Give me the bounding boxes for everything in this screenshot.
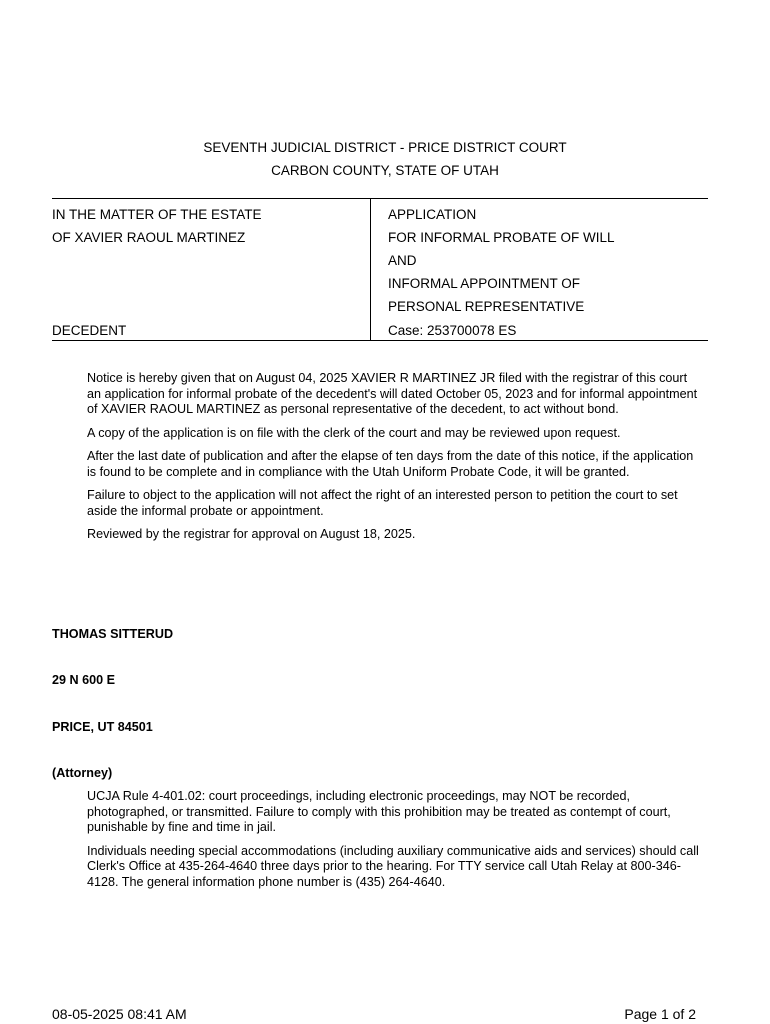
notice-paragraph: Failure to object to the application will not affect the right of an interested person to petition the court to set aside the informal probate or appointment. xyxy=(87,488,678,518)
attorney-street: 29 N 600 E xyxy=(52,673,116,687)
caption-left xyxy=(52,199,371,340)
county-name: CARBON COUNTY, STATE OF UTAH xyxy=(271,163,499,178)
estate-line-2: OF XAVIER RAOUL MARTINEZ xyxy=(52,230,246,245)
caption-right xyxy=(388,199,708,340)
notice-paragraph: Notice is hereby given that on August 04, 2025 XAVIER R MARTINEZ JR filed with the registrar of this court an application for informal probate of the decedent's will dated October 05, 2023 and for informal appointment of XAVIER RAOUL MARTINEZ as personal representative of the decedent, to act without bond. xyxy=(87,371,698,416)
document-title-4: INFORMAL APPOINTMENT OF xyxy=(388,276,581,291)
court-name: SEVENTH JUDICIAL DISTRICT - PRICE DISTRICT COURT xyxy=(203,140,567,155)
footer-timestamp: 08-05-2025 08:41 AM xyxy=(52,1006,187,1022)
rule-paragraph: UCJA Rule 4-401.02: court proceedings, including electronic proceedings, may NOT be recorded, photographed, or transmitted. Failure to comply with this prohibition may be treated as contempt of court, punishable by fine and time in jail. xyxy=(87,789,671,834)
notice-paragraph: After the last date of publication and after the elapse of ten days from the date of this notice, if the application is found to be complete and in compliance with the Utah Uniform Probate Code, it will be granted. xyxy=(87,449,694,479)
document-title-3: AND xyxy=(388,253,417,268)
court-rules xyxy=(87,789,702,898)
document-title-1: APPLICATION xyxy=(388,207,477,222)
decedent-label: DECEDENT xyxy=(52,323,127,338)
attorney-city: PRICE, UT 84501 xyxy=(52,720,153,734)
notice-paragraph: Reviewed by the registrar for approval on August 18, 2025. xyxy=(87,527,416,541)
attorney-name: THOMAS SITTERUD xyxy=(52,627,174,641)
court-header xyxy=(0,136,770,182)
case-number: Case: 253700078 ES xyxy=(388,323,517,338)
document-title-2: FOR INFORMAL PROBATE OF WILL xyxy=(388,230,615,245)
document-title-5: PERSONAL REPRESENTATIVE xyxy=(388,299,585,314)
attorney-label: (Attorney) xyxy=(52,766,113,780)
estate-line-1: IN THE MATTER OF THE ESTATE xyxy=(52,207,262,222)
notice-body xyxy=(87,371,702,551)
notice-paragraph: A copy of the application is on file with the clerk of the court and may be reviewed upon request. xyxy=(87,425,621,440)
rule-paragraph: Individuals needing special accommodations (including auxiliary communicative aids and services) should call Clerk's Office at 435-264-4640 three days prior to the hearing. For TTY service call Utah Relay at 800-346-4128. The general information phone number is (435) 264-4640. xyxy=(87,843,699,889)
page-number: Page 1 of 2 xyxy=(624,1006,696,1022)
case-caption xyxy=(52,198,708,341)
